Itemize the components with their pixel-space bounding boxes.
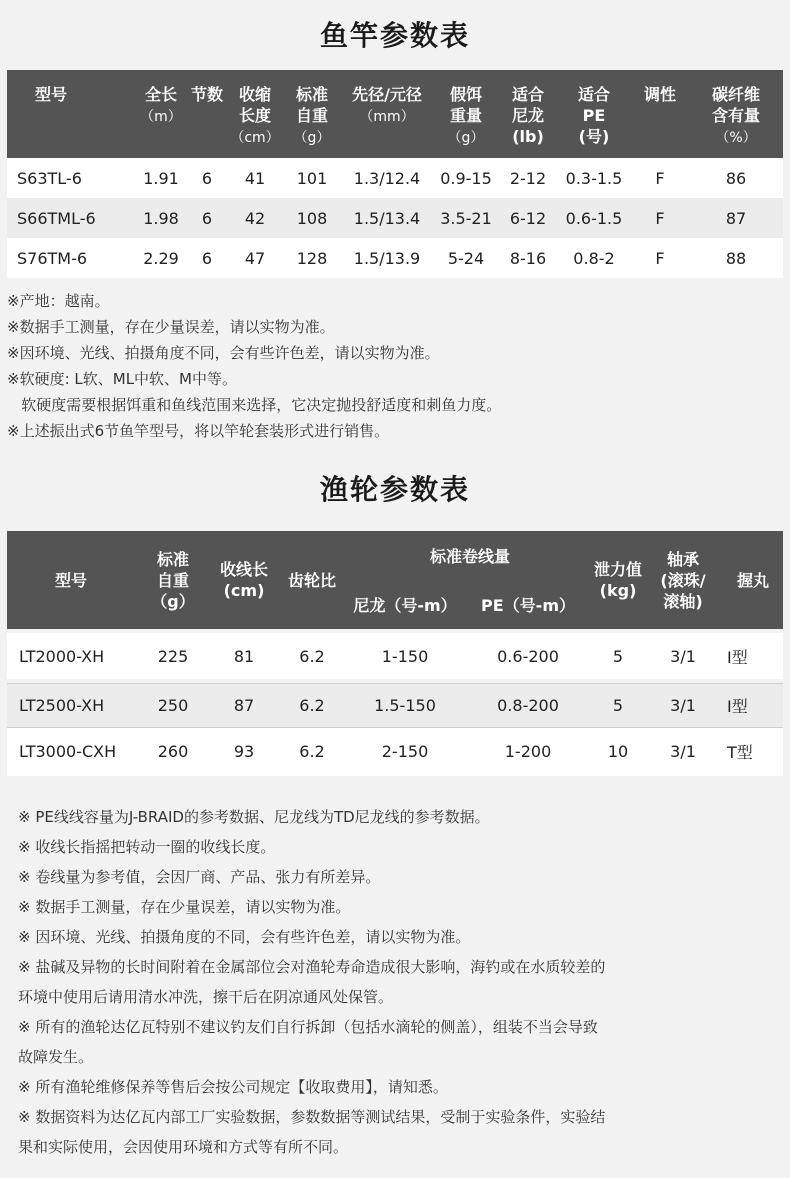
rod-action: F <box>631 238 689 278</box>
note-line: ※ 数据资料为达亿瓦内部工厂实验数据，参数数据等测试结果，受制于实验条件，实验结 <box>18 1108 606 1126</box>
rod-model: S63TL-6 <box>7 158 135 198</box>
reel-gear: 6.2 <box>277 728 347 776</box>
reel-bearing: 3/1 <box>643 684 723 728</box>
rod-action: F <box>631 158 689 198</box>
rod-lure-weight: 5-24 <box>433 238 499 278</box>
rod-closed-length: 47 <box>227 238 283 278</box>
rod-spec-table <box>7 70 783 278</box>
rod-sections: 6 <box>187 158 227 198</box>
rod-weight: 128 <box>283 238 341 278</box>
table-row <box>7 198 783 238</box>
rod-length: 2.29 <box>135 238 187 278</box>
reel-header-gear: 齿轮比 <box>277 531 347 629</box>
rod-pe: 0.8-2 <box>557 238 631 278</box>
reel-header-capacity-pe: PE（号-m） <box>463 581 593 629</box>
rod-carbon: 88 <box>689 238 783 278</box>
rod-header-pe: 适合 PE (号) <box>557 70 631 158</box>
rod-header-diameter: 先径/元径 （mm） <box>341 70 433 158</box>
note-line: 果和实际使用，会因使用环境和方式等有所不同。 <box>18 1138 349 1156</box>
reel-knob: I型 <box>723 633 783 679</box>
rod-action: F <box>631 198 689 238</box>
rod-length: 1.98 <box>135 198 187 238</box>
reel-gear: 6.2 <box>277 684 347 728</box>
reel-header-capacity-nylon: 尼龙（号-m） <box>347 581 463 629</box>
rod-length: 1.91 <box>135 158 187 198</box>
reel-capacity-pe: 0.6-200 <box>463 633 593 679</box>
reel-bearing: 3/1 <box>643 633 723 679</box>
table-row <box>7 684 783 728</box>
table-row <box>7 158 783 198</box>
rod-pe: 0.3-1.5 <box>557 158 631 198</box>
rod-header-nylon: 适合 尼龙 (lb) <box>499 70 557 158</box>
rod-table-title: 鱼竿参数表 <box>319 19 470 52</box>
table-row <box>7 633 783 679</box>
rod-sections: 6 <box>187 198 227 238</box>
reel-header-capacity: 标准卷线量 <box>347 531 593 581</box>
rod-carbon: 86 <box>689 158 783 198</box>
rod-weight: 108 <box>283 198 341 238</box>
reel-header-row <box>7 531 783 581</box>
rod-header-length: 全长 （m） <box>135 70 187 158</box>
note-line: ※ 所有的渔轮达亿瓦特别不建议钓友们自行拆卸（包括水滴轮的侧盖），组装不当会导致 <box>18 1018 598 1036</box>
reel-drag: 10 <box>593 728 643 776</box>
rod-header-action: 调性 <box>631 70 689 158</box>
reel-retrieve: 81 <box>211 633 277 679</box>
rod-lure-weight: 0.9-15 <box>433 158 499 198</box>
reel-knob: I型 <box>723 684 783 728</box>
rod-closed-length: 42 <box>227 198 283 238</box>
reel-header-knob: 握丸 <box>723 531 783 629</box>
rod-model: S76TM-6 <box>7 238 135 278</box>
rod-diameter: 1.5/13.4 <box>341 198 433 238</box>
note-line: ※ 数据手工测量，存在少量误差，请以实物为准。 <box>18 898 351 916</box>
reel-bearing: 3/1 <box>643 728 723 776</box>
note-line: ※ 所有渔轮维修保养等售后会按公司规定【收取费用】，请知悉。 <box>18 1078 448 1096</box>
reel-capacity-pe: 1-200 <box>463 728 593 776</box>
note-line: ※软硬度: L软、ML中软、M中等。 <box>7 370 237 388</box>
note-line: 环境中使用后请用清水冲洗，擦干后在阴凉通风处保管。 <box>18 988 394 1006</box>
rod-lure-weight: 3.5-21 <box>433 198 499 238</box>
reel-notes <box>18 802 738 1162</box>
reel-weight: 250 <box>135 684 211 728</box>
rod-notes <box>7 288 501 444</box>
table-row <box>7 728 783 776</box>
note-line: ※ 卷线量为参考值，会因厂商、产品、张力有所差异。 <box>18 868 381 886</box>
note-line: ※ 盐碱及异物的长时间附着在金属部位会对渔轮寿命造成很大影响，海钓或在水质较差的 <box>18 958 606 976</box>
reel-weight: 225 <box>135 633 211 679</box>
reel-header-retrieve: 收线长 (cm) <box>211 531 277 629</box>
note-line: ※ 收线长指摇把转动一圈的收线长度。 <box>18 838 276 856</box>
note-line: ※数据手工测量，存在少量误差，请以实物为准。 <box>7 318 335 336</box>
rod-nylon: 2-12 <box>499 158 557 198</box>
reel-header-model: 型号 <box>7 531 135 629</box>
rod-header-row <box>7 70 783 158</box>
table-row <box>7 238 783 278</box>
reel-spec-table <box>7 531 783 776</box>
reel-retrieve: 87 <box>211 684 277 728</box>
note-line: 故障发生。 <box>18 1048 94 1066</box>
rod-model: S66TML-6 <box>7 198 135 238</box>
rod-carbon: 87 <box>689 198 783 238</box>
reel-header-weight: 标准 自重 （g） <box>135 531 211 629</box>
note-line: ※因环境、光线、拍摄角度不同，会有些许色差，请以实物为准。 <box>7 344 440 362</box>
note-line: 软硬度需要根据饵重和鱼线范围来选择，它决定抛投舒适度和刺鱼力度。 <box>7 396 502 414</box>
rod-header-model: 型号 <box>7 70 135 158</box>
reel-capacity-nylon: 1-150 <box>347 633 463 679</box>
note-line: ※产地：越南。 <box>7 292 110 310</box>
rod-diameter: 1.3/12.4 <box>341 158 433 198</box>
reel-capacity-nylon: 2-150 <box>347 728 463 776</box>
reel-retrieve: 93 <box>211 728 277 776</box>
rod-header-lure-weight: 假饵 重量 （g） <box>433 70 499 158</box>
rod-diameter: 1.5/13.9 <box>341 238 433 278</box>
note-line: ※上述振出式6节鱼竿型号，将以竿轮套装形式进行销售。 <box>7 422 390 440</box>
reel-table-title: 渔轮参数表 <box>319 473 470 506</box>
reel-header-drag: 泄力值 (kg) <box>593 531 643 629</box>
rod-weight: 101 <box>283 158 341 198</box>
rod-pe: 0.6-1.5 <box>557 198 631 238</box>
rod-closed-length: 41 <box>227 158 283 198</box>
reel-model: LT3000-CXH <box>7 728 135 776</box>
reel-gear: 6.2 <box>277 633 347 679</box>
rod-sections: 6 <box>187 238 227 278</box>
reel-capacity-pe: 0.8-200 <box>463 684 593 728</box>
rod-header-weight: 标准 自重 （g） <box>283 70 341 158</box>
reel-drag: 5 <box>593 684 643 728</box>
reel-capacity-nylon: 1.5-150 <box>347 684 463 728</box>
reel-header-bearing: 轴承 (滚珠/ 滚轴) <box>643 531 723 629</box>
rod-header-closed-length: 收缩 长度 （cm） <box>227 70 283 158</box>
note-line: ※ PE线线容量为J-BRAID的参考数据、尼龙线为TD尼龙线的参考数据。 <box>18 808 490 826</box>
rod-nylon: 6-12 <box>499 198 557 238</box>
reel-model: LT2500-XH <box>7 684 135 728</box>
rod-nylon: 8-16 <box>499 238 557 278</box>
reel-knob: T型 <box>723 728 783 776</box>
note-line: ※ 因环境、光线、拍摄角度的不同，会有些许色差，请以实物为准。 <box>18 928 471 946</box>
rod-header-carbon: 碳纤维 含有量 （%） <box>689 70 783 158</box>
rod-header-sections: 节数 <box>187 70 227 158</box>
reel-weight: 260 <box>135 728 211 776</box>
reel-drag: 5 <box>593 633 643 679</box>
reel-model: LT2000-XH <box>7 633 135 679</box>
